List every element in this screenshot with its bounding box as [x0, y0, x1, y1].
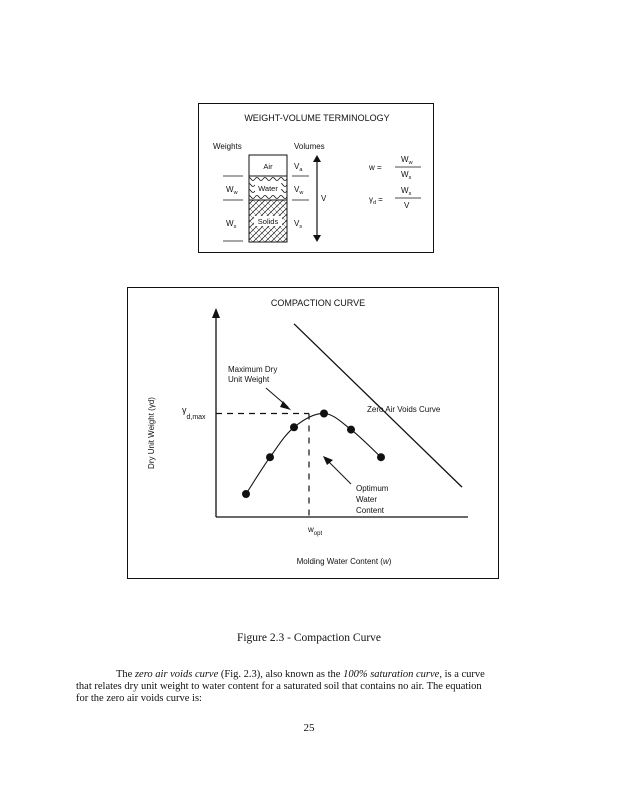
compaction-curve-line: [246, 413, 381, 494]
volume-water-label: $V_w$: [294, 185, 304, 196]
body-line-2: that relates dry unit weight to water content for a saturated soil that contains no air. The equation: [76, 681, 482, 692]
weight-solids-label: $W_s$: [226, 219, 237, 230]
volumes-header: Volumes: [294, 142, 325, 151]
gamma-dmax-label: $\gamma_{d,max}$: [182, 405, 206, 421]
w-opt-label: $w_{opt}$: [308, 525, 323, 537]
compaction-chart: [128, 288, 500, 580]
weight-water-label: $W_w$: [226, 185, 238, 196]
compaction-data-point-2: [266, 453, 274, 461]
weight-volume-panel: [198, 103, 434, 253]
max-dry-unit-weight-annotation: Maximum Dry Unit Weight: [228, 365, 278, 384]
optimum-annotation-arrow: [326, 459, 351, 484]
compaction-data-point-5: [347, 426, 355, 434]
panel-title: WEIGHT-VOLUME TERMINOLOGY: [244, 113, 390, 123]
weight-volume-diagram: [199, 104, 435, 254]
compaction-data-point-6: [377, 453, 385, 461]
compaction-data-point-4: [320, 410, 328, 418]
compaction-data-point-3: [290, 423, 298, 431]
phase-water-label: Water: [258, 184, 278, 193]
optimum-water-content-annotation: Optimum Water Content: [356, 484, 389, 515]
eq2-lhs: $\gamma_d$ =: [369, 195, 383, 206]
eq1-denominator: $W_s$: [401, 170, 412, 181]
eq1-lhs: w =: [369, 163, 382, 172]
phase-air-label: Air: [263, 162, 273, 171]
volume-solids-label: $V_s$: [294, 219, 303, 230]
eq2-denominator: V: [404, 201, 410, 210]
zero-air-voids-annotation: Zero Air Voids Curve: [367, 405, 441, 414]
eq2-numerator: $W_s$: [401, 186, 412, 197]
body-line-1: The zero air voids curve (Fig. 2.3), also known as the 100% saturation curve, is a curve: [116, 669, 485, 680]
phase-solids-label: Solids: [257, 217, 279, 226]
chart-title: COMPACTION CURVE: [270, 298, 366, 308]
compaction-chart-panel: [127, 287, 499, 579]
compaction-data-point-1: [242, 490, 250, 498]
weights-header: Weights: [213, 142, 242, 151]
y-axis-label: Dry Unit Weight (γd): [147, 397, 156, 469]
body-paragraph: [76, 669, 546, 705]
page-number: 25: [303, 722, 315, 734]
figure-caption: Figure 2.3 - Compaction Curve: [236, 632, 382, 644]
total-volume-label: V: [321, 194, 327, 203]
x-axis-label: Molding Water Content (w): [296, 557, 392, 566]
volume-air-label: $V_a$: [294, 162, 303, 173]
body-line-3: for the zero air voids curve is:: [76, 693, 202, 704]
eq1-numerator: $W_w$: [401, 155, 413, 166]
